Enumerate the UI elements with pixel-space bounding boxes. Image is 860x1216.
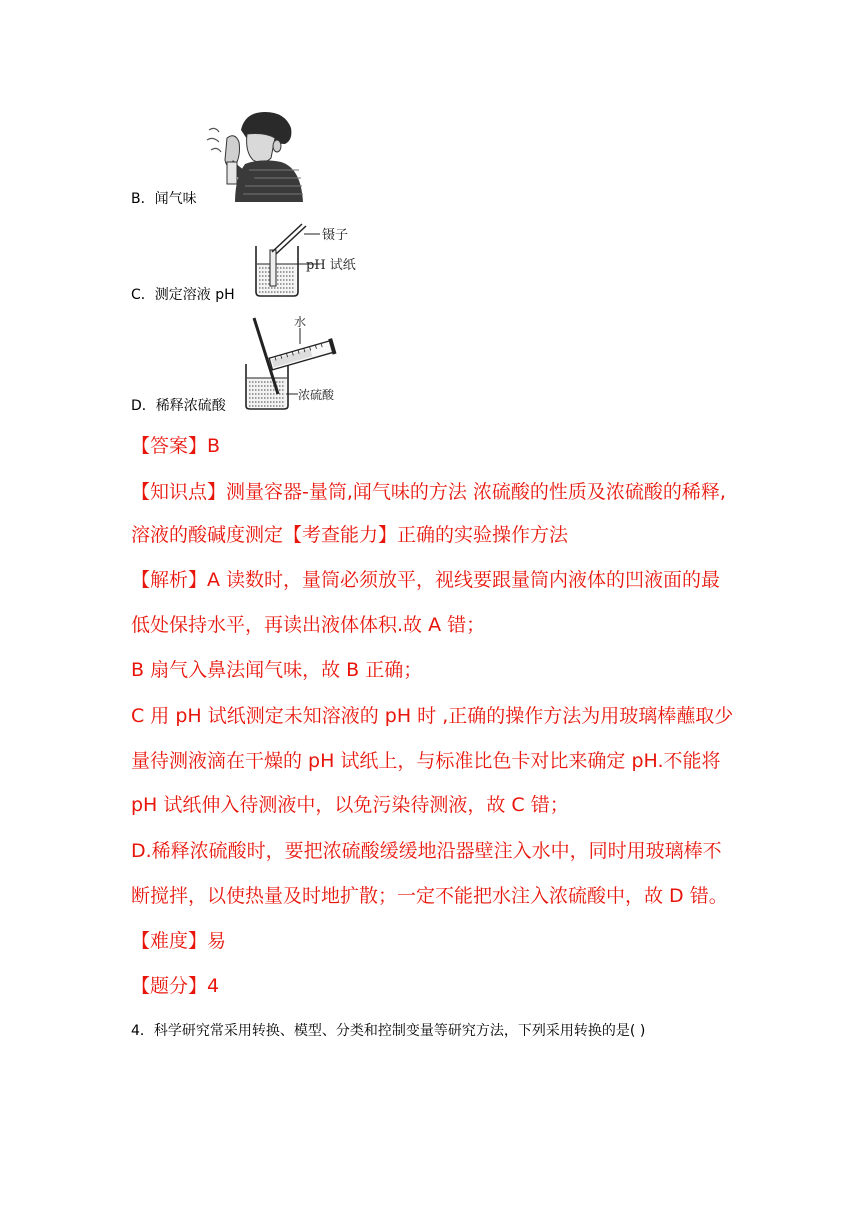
analysis-line-2: 低处保持水平，再读出液体体积.故 A 错； xyxy=(131,614,486,636)
conc-acid-label: 浓硫酸 xyxy=(298,388,335,402)
analysis-line-3: B 扇气入鼻法闻气味，故 B 正确； xyxy=(131,659,423,681)
dilution-figure-image xyxy=(236,314,344,410)
knowledge-point-line: 【知识点】测量容器-量筒,闻气味的方法 浓硫酸的性质及浓硫酸的稀释, xyxy=(131,481,726,503)
analysis-line-4: C 用 pH 试纸测定未知溶液的 pH 时 ,正确的操作方法为用玻璃棒蘸取少 xyxy=(131,705,734,727)
option-b: B．闻气味 xyxy=(131,191,197,207)
ph-test-figure-image xyxy=(250,222,362,298)
question-4: 4．科学研究常采用转换、模型、分类和控制变量等研究方法，下列采用转换的是( ) xyxy=(131,1023,646,1039)
score-line: 【题分】4 xyxy=(131,975,220,997)
difficulty-line: 【难度】易 xyxy=(131,930,227,952)
ph-paper-label: pH 试纸 xyxy=(306,258,356,273)
option-c: C．测定溶液 pH xyxy=(131,287,235,303)
water-label: 水 xyxy=(294,315,307,329)
tweezers-label: 镊子 xyxy=(322,228,349,243)
option-d: D．稀释浓硫酸 xyxy=(131,398,226,414)
knowledge-point-line-2: 溶液的酸碱度测定【考查能力】正确的实验操作方法 xyxy=(131,524,569,546)
analysis-line-6: pH 试纸伸入待测液中，以免污染待测液，故 C 错； xyxy=(131,794,569,816)
analysis-line-8: 断搅拌，以使热量及时地扩散；一定不能把水注入浓硫酸中，故 D 错。 xyxy=(131,885,728,907)
analysis-line-5: 量待测液滴在干燥的 pH 试纸上，与标准比色卡对比来确定 pH.不能将 xyxy=(131,750,721,772)
analysis-line-1: 【解析】A 读数时，量筒必须放平，视线要跟量筒内液体的凹液面的最 xyxy=(131,569,721,591)
smell-figure-image xyxy=(205,108,305,202)
answer-line: 【答案】B xyxy=(131,435,221,457)
analysis-line-7: D.稀释浓硫酸时，要把浓硫酸缓缓地沿器壁注入水中，同时用玻璃棒不 xyxy=(131,840,722,862)
